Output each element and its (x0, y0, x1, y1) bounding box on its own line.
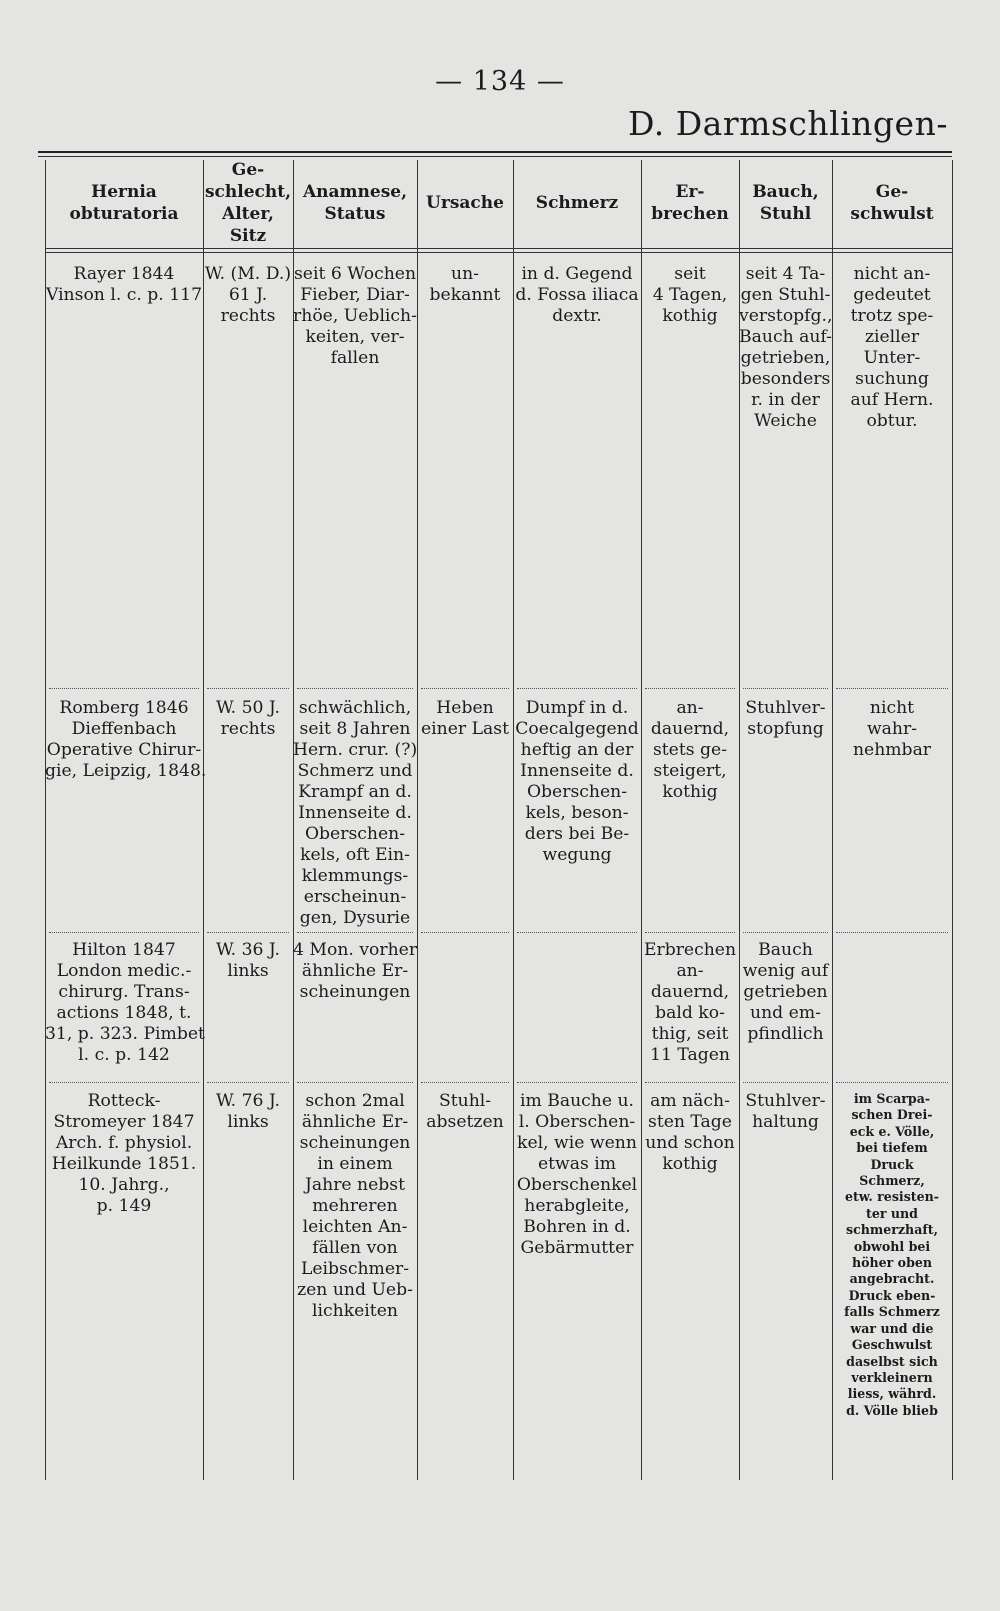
cell-line: scheinungen (299, 982, 411, 1002)
cell-line: fallen (330, 348, 380, 368)
cell-hernia (45, 264, 203, 306)
cell-schmerz (513, 698, 641, 866)
cell-line: Hilton 1847 (72, 940, 176, 960)
cell-line: dextr. (552, 306, 602, 326)
cell-line: Druck (870, 1156, 914, 1172)
cell-bauch (739, 1091, 832, 1133)
cell-line: leichten An- (302, 1217, 408, 1237)
cell-line: bekannt (429, 285, 501, 305)
cell-line: r. in der (751, 390, 820, 410)
section-title: D. Darmschlingen- (627, 104, 948, 143)
header-geschlecht (203, 160, 293, 246)
row-separator (645, 1082, 735, 1083)
cell-line: Erbrechen (643, 940, 737, 960)
cell-line: chirurg. Trans- (58, 982, 190, 1002)
cell-line: rhöe, Ueblich- (293, 306, 417, 326)
cell-geschwulst (832, 1091, 952, 1419)
cell-line: Bauch (758, 940, 813, 960)
cell-line: daselbst sich (846, 1353, 938, 1369)
header-line: Bauch, (752, 182, 819, 202)
cell-line: in einem (317, 1154, 393, 1174)
cell-line: kels, beson- (525, 803, 629, 823)
row-separator (207, 932, 289, 933)
cell-line: Schmerz, (859, 1173, 925, 1189)
cell-bauch (739, 940, 832, 1045)
cell-line: gedeutet (853, 285, 931, 305)
row-separator (49, 1082, 199, 1083)
cell-anamnese (293, 940, 417, 1003)
cell-erbrechen (641, 940, 739, 1066)
cell-line: dauernd, (650, 719, 730, 739)
cell-line: klemmungs- (301, 866, 409, 886)
cell-line: W. 36 J. (216, 940, 280, 960)
cell-line: Coecalgegend (515, 719, 639, 739)
cell-line: in d. Gegend (521, 264, 633, 284)
header-line: Ursache (426, 193, 504, 213)
header-line: Status (324, 204, 386, 224)
cell-line: Stuhl- (438, 1091, 492, 1111)
cell-bauch (739, 264, 832, 432)
header-line: Hernia (91, 182, 157, 202)
cell-line: fällen von (312, 1238, 398, 1258)
header-rule (45, 248, 952, 253)
cell-line: 31, p. 323. Pimbet (45, 1024, 205, 1044)
column-rule (641, 160, 642, 1480)
row-separator (743, 1082, 828, 1083)
cell-schmerz (513, 1091, 641, 1259)
row-separator (297, 932, 413, 933)
cell-line: pfindlich (747, 1024, 824, 1044)
cell-line: Stromeyer 1847 (53, 1112, 195, 1132)
cell-line: eck e. Völle, (849, 1123, 935, 1139)
cell-anamnese (293, 1091, 417, 1322)
cell-geschlecht (203, 940, 293, 982)
cell-line: stopfung (747, 719, 824, 739)
cell-line: schmerzhaft, (846, 1222, 938, 1238)
header-line: brechen (651, 204, 729, 224)
row-separator (743, 688, 828, 689)
cell-line: Gebärmutter (520, 1238, 634, 1258)
cell-erbrechen (641, 264, 739, 327)
cell-line: ter und (866, 1205, 918, 1221)
cell-erbrechen (641, 1091, 739, 1175)
cell-line: verstopfg., (739, 306, 833, 326)
cell-line: angebracht. (849, 1271, 935, 1287)
cell-geschlecht (203, 1091, 293, 1133)
cell-line: bald ko- (655, 1003, 725, 1023)
cell-line: kels, oft Ein- (300, 845, 410, 865)
cell-line: ähnliche Er- (301, 1112, 409, 1132)
cell-line: Jahre nebst (304, 1175, 406, 1195)
cell-line: ders bei Be- (524, 824, 630, 844)
cell-line: Dieffenbach (71, 719, 177, 739)
cell-line: ähnliche Er- (301, 961, 409, 981)
row-separator (517, 1082, 637, 1083)
cell-line: und em- (750, 1003, 821, 1023)
cell-line: 4 Mon. vorher (293, 940, 418, 960)
header-line: Er- (675, 182, 705, 202)
column-rule (417, 160, 418, 1480)
row-separator (421, 1082, 509, 1083)
cell-line: gen, Dysurie (299, 908, 411, 928)
cell-line: obwohl bei (853, 1238, 931, 1254)
cell-line: keiten, ver- (305, 327, 405, 347)
row-separator (517, 932, 637, 933)
cell-line: wegung (542, 845, 612, 865)
header-line: Schmerz (535, 193, 619, 213)
cell-line: Bohren in d. (523, 1217, 631, 1237)
cell-line: actions 1848, t. (56, 1003, 192, 1023)
row-separator (743, 932, 828, 933)
cell-line: mehreren (312, 1196, 398, 1216)
cell-line: trotz spe- (850, 306, 934, 326)
cell-line: am näch- (650, 1091, 730, 1111)
header-line: Stuhl (759, 204, 812, 224)
cell-line: scheinungen (299, 1133, 411, 1153)
cell-line: seit 8 Jahren (299, 719, 411, 739)
header-line: Ge- (875, 182, 909, 202)
cell-line: erscheinun- (303, 887, 407, 907)
row-separator (207, 1082, 289, 1083)
cell-line: Bauch auf- (739, 327, 832, 347)
row-separator (517, 688, 637, 689)
cell-line: seit (674, 264, 706, 284)
header-anamnese (293, 160, 417, 246)
row-separator (297, 1082, 413, 1083)
header-bauch (739, 160, 832, 246)
cell-line: Unter- (863, 348, 921, 368)
cell-line: Vinson l. c. p. 117 (45, 285, 203, 305)
row-separator (49, 932, 199, 933)
cell-line: wahr- (866, 719, 918, 739)
cell-line: kothig (662, 1154, 718, 1174)
cell-line: Innenseite d. (298, 803, 412, 823)
cell-line: seit 6 Wochen (293, 264, 417, 284)
row-separator (836, 688, 948, 689)
cell-ursache (417, 698, 513, 740)
cell-line: zen und Ueb- (297, 1280, 413, 1300)
cell-line: lichkeiten (312, 1301, 398, 1321)
header-line: schwulst (850, 204, 934, 224)
cell-line: d. Völle blieb (846, 1402, 938, 1418)
cell-line: l. c. p. 142 (78, 1045, 170, 1065)
cell-line: Dumpf in d. (525, 698, 629, 718)
cell-line: suchung (855, 369, 929, 389)
cell-geschwulst (832, 698, 952, 761)
cell-line: nehmbar (852, 740, 932, 760)
cell-line: getrieben, (740, 348, 831, 368)
cell-line: auf Hern. (850, 390, 934, 410)
cell-line: etwas im (537, 1154, 617, 1174)
row-separator (836, 932, 948, 933)
cell-line: Operative Chirur- (46, 740, 202, 760)
header-line: obturatoria (69, 204, 179, 224)
header-schmerz (513, 160, 641, 246)
row-separator (421, 688, 509, 689)
cell-line: Arch. f. physiol. (55, 1133, 193, 1153)
table-top-rule (38, 151, 952, 157)
column-rule (952, 160, 953, 1480)
cell-line: Romberg 1846 (59, 698, 189, 718)
cell-line: p. 149 (96, 1196, 152, 1216)
cell-ursache (417, 1091, 513, 1133)
cell-line: Weiche (754, 411, 817, 431)
cell-line: Leibschmer- (300, 1259, 410, 1279)
cell-line: Rayer 1844 (73, 264, 175, 284)
cell-line: war und die (850, 1320, 934, 1336)
cell-line: links (227, 1112, 269, 1132)
cell-line: Oberschen- (526, 782, 628, 802)
cell-line: Schmerz und (297, 761, 413, 781)
column-rule (45, 160, 46, 1480)
cell-line: besonders (740, 369, 831, 389)
cell-hernia (45, 940, 203, 1066)
row-separator (645, 932, 735, 933)
cell-line: schen Drei- (851, 1107, 933, 1123)
cell-line: gie, Leipzig, 1848. (45, 761, 207, 781)
cell-bauch (739, 698, 832, 740)
header-erbrechen (641, 160, 739, 246)
cell-anamnese (293, 264, 417, 369)
cell-line: schwächlich, (298, 698, 412, 718)
row-separator (207, 688, 289, 689)
cell-line: stets ge- (652, 740, 728, 760)
cell-line: Heben (436, 698, 494, 718)
cell-line: sten Tage (648, 1112, 732, 1132)
cell-line: kothig (662, 306, 718, 326)
header-line: schlecht, (204, 182, 292, 202)
cell-line: nicht an- (853, 264, 931, 284)
header-line: Sitz (229, 226, 267, 246)
cell-line: W. (M. D.) (204, 264, 292, 284)
cell-line: d. Fossa iliaca (515, 285, 639, 305)
cell-line: herabgleite, (524, 1196, 630, 1216)
cell-line: seit 4 Ta- (745, 264, 826, 284)
row-separator (836, 1082, 948, 1083)
page-number: — 134 — (435, 66, 565, 97)
cell-line: kel, wie wenn (517, 1133, 637, 1153)
row-separator (645, 688, 735, 689)
cell-line: Druck eben- (848, 1287, 936, 1303)
cell-line: Oberschen- (304, 824, 406, 844)
cell-line: falls Schmerz (844, 1304, 940, 1320)
cell-line: Heilkunde 1851. (51, 1154, 197, 1174)
cell-line: Stuhlver- (745, 1091, 826, 1111)
cell-line: bei tiefem (856, 1140, 928, 1156)
row-separator (421, 932, 509, 933)
cell-geschlecht (203, 698, 293, 740)
header-line: Ge- (231, 160, 265, 180)
cell-line: obtur. (866, 411, 918, 431)
cell-line: 4 Tagen, (652, 285, 728, 305)
cell-line: London medic.- (56, 961, 192, 981)
cell-line: zieller (864, 327, 920, 347)
cell-line: kothig (662, 782, 718, 802)
cell-line: Hern. crur. (?) (293, 740, 418, 760)
cell-line: Stuhlver- (745, 698, 826, 718)
cell-line: rechts (220, 719, 276, 739)
cell-erbrechen (641, 698, 739, 803)
cell-line: 61 J. (228, 285, 268, 305)
cell-line: getrieben (743, 982, 828, 1002)
cell-line: Fieber, Diar- (300, 285, 410, 305)
cell-line: l. Oberschen- (518, 1112, 636, 1132)
cell-line: Oberschenkel (516, 1175, 638, 1195)
cell-line: im Scarpa- (853, 1091, 931, 1106)
cell-line: 11 Tagen (650, 1045, 730, 1065)
cell-ursache (417, 264, 513, 306)
column-rule (203, 160, 204, 1480)
header-geschwulst (832, 160, 952, 246)
cell-hernia (45, 698, 207, 782)
hernia-table (45, 160, 952, 1480)
cell-line: un- (451, 264, 479, 284)
cell-line: links (227, 961, 269, 981)
cell-line: Innenseite d. (520, 761, 634, 781)
cell-line: Rotteck- (87, 1091, 161, 1111)
cell-line: steigert, (653, 761, 727, 781)
cell-line: verkleinern (851, 1369, 933, 1385)
cell-line: nicht (869, 698, 915, 718)
cell-line: im Bauche u. (519, 1091, 635, 1111)
cell-line: 10. Jahrg., (78, 1175, 170, 1195)
cell-line: Geschwulst (851, 1337, 933, 1353)
cell-line: Krampf an d. (298, 782, 412, 802)
cell-line: an- (676, 961, 704, 981)
row-separator (297, 688, 413, 689)
row-separator (49, 688, 199, 689)
cell-line: W. 50 J. (216, 698, 280, 718)
cell-schmerz (513, 264, 641, 327)
cell-line: rechts (220, 306, 276, 326)
header-ursache (417, 160, 513, 246)
header-line: Anamnese, (302, 182, 408, 202)
cell-line: an- (676, 698, 704, 718)
cell-line: liess, währd. (847, 1386, 937, 1402)
cell-line: absetzen (426, 1112, 504, 1132)
cell-line: haltung (752, 1112, 819, 1132)
header-line: Alter, (222, 204, 274, 224)
cell-geschlecht (203, 264, 293, 327)
cell-line: schon 2mal (305, 1091, 405, 1111)
cell-geschwulst (832, 264, 952, 432)
cell-line: thig, seit (651, 1024, 729, 1044)
cell-line: und schon (645, 1133, 735, 1153)
cell-line: heftig an der (520, 740, 634, 760)
cell-anamnese (293, 698, 417, 929)
cell-line: gen Stuhl- (740, 285, 831, 305)
cell-line: höher oben (851, 1255, 933, 1271)
header-hernia (45, 160, 203, 246)
cell-line: dauernd, (650, 982, 730, 1002)
cell-line: wenig auf (742, 961, 829, 981)
cell-line: einer Last (421, 719, 509, 739)
cell-line: etw. resisten- (845, 1189, 939, 1205)
cell-hernia (45, 1091, 203, 1217)
cell-line: W. 76 J. (216, 1091, 280, 1111)
